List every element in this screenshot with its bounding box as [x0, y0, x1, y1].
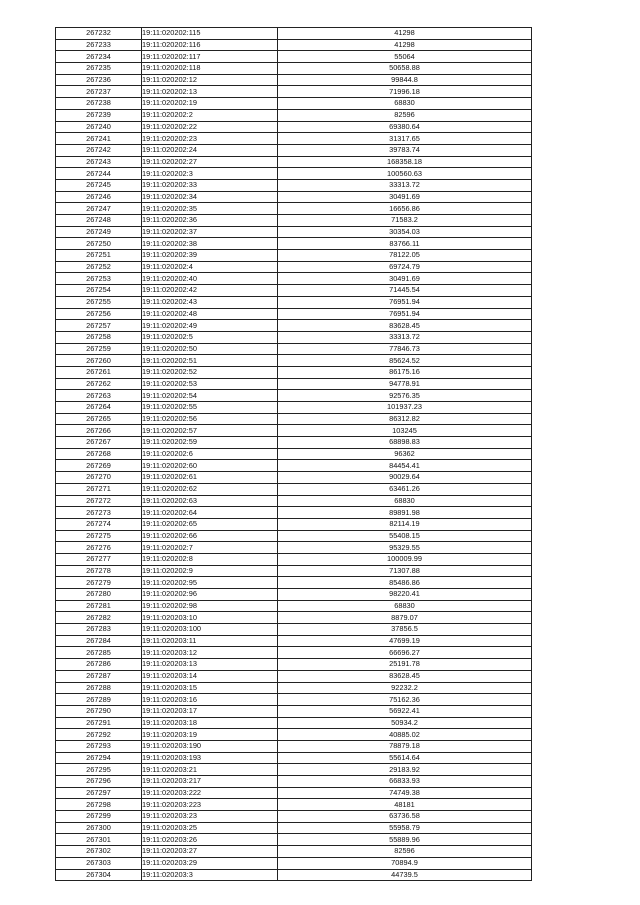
value-cell: 30491.69 [278, 273, 532, 285]
value-cell: 50658.88 [278, 63, 532, 75]
cadastral-code-cell: 19:11:020202:23 [142, 133, 278, 145]
cadastral-code-cell: 19:11:020202:53 [142, 378, 278, 390]
cadastral-code-cell: 19:11:020202:27 [142, 156, 278, 168]
row-id-cell: 267276 [56, 542, 142, 554]
cadastral-code-cell: 19:11:020202:55 [142, 402, 278, 414]
cadastral-code-cell: 19:11:020202:118 [142, 63, 278, 75]
table-row [56, 39, 532, 51]
cadastral-code-cell: 19:11:020203:3 [142, 869, 278, 881]
value-cell: 82114.19 [278, 518, 532, 530]
table-row [56, 448, 532, 460]
cadastral-code-cell: 19:11:020203:12 [142, 647, 278, 659]
value-cell: 69380.64 [278, 121, 532, 133]
row-id-cell: 267277 [56, 553, 142, 565]
table-row [56, 729, 532, 741]
value-cell: 68830 [278, 98, 532, 110]
row-id-cell: 267268 [56, 448, 142, 460]
value-cell: 94778.91 [278, 378, 532, 390]
table-row [56, 612, 532, 624]
table-row [56, 144, 532, 156]
row-id-cell: 267269 [56, 460, 142, 472]
cadastral-code-cell: 19:11:020203:11 [142, 635, 278, 647]
value-cell: 92232.2 [278, 682, 532, 694]
table-row [56, 869, 532, 881]
value-cell: 83766.11 [278, 238, 532, 250]
value-cell: 69724.79 [278, 261, 532, 273]
row-id-cell: 267263 [56, 390, 142, 402]
row-id-cell: 267264 [56, 402, 142, 414]
value-cell: 85486.86 [278, 577, 532, 589]
table-row [56, 250, 532, 262]
cadastral-code-cell: 19:11:020203:19 [142, 729, 278, 741]
row-id-cell: 267235 [56, 63, 142, 75]
row-id-cell: 267262 [56, 378, 142, 390]
row-id-cell: 267247 [56, 203, 142, 215]
value-cell: 76951.94 [278, 308, 532, 320]
value-cell: 100560.63 [278, 168, 532, 180]
row-id-cell: 267299 [56, 811, 142, 823]
cadastral-code-cell: 19:11:020202:59 [142, 437, 278, 449]
value-cell: 68898.83 [278, 437, 532, 449]
cadastral-code-cell: 19:11:020202:96 [142, 589, 278, 601]
cadastral-code-cell: 19:11:020203:14 [142, 670, 278, 682]
value-cell: 78879.18 [278, 740, 532, 752]
value-cell: 55408.15 [278, 530, 532, 542]
row-id-cell: 267271 [56, 483, 142, 495]
table-row [56, 238, 532, 250]
value-cell: 39783.74 [278, 144, 532, 156]
value-cell: 70894.9 [278, 857, 532, 869]
cadastral-code-cell: 19:11:020202:24 [142, 144, 278, 156]
table-row [56, 261, 532, 273]
row-id-cell: 267291 [56, 717, 142, 729]
cadastral-code-cell: 19:11:020202:95 [142, 577, 278, 589]
cadastral-code-cell: 19:11:020202:13 [142, 86, 278, 98]
row-id-cell: 267255 [56, 296, 142, 308]
table-row [56, 109, 532, 121]
table-row [56, 589, 532, 601]
cadastral-code-cell: 19:11:020202:52 [142, 366, 278, 378]
row-id-cell: 267249 [56, 226, 142, 238]
cadastral-code-cell: 19:11:020202:51 [142, 355, 278, 367]
value-cell: 71307.88 [278, 565, 532, 577]
value-cell: 71445.54 [278, 285, 532, 297]
row-id-cell: 267289 [56, 694, 142, 706]
row-id-cell: 267245 [56, 179, 142, 191]
value-cell: 74749.38 [278, 787, 532, 799]
cadastral-code-cell: 19:11:020203:21 [142, 764, 278, 776]
table-row [56, 600, 532, 612]
row-id-cell: 267237 [56, 86, 142, 98]
data-table [55, 27, 532, 881]
row-id-cell: 267233 [56, 39, 142, 51]
row-id-cell: 267234 [56, 51, 142, 63]
value-cell: 89891.98 [278, 507, 532, 519]
row-id-cell: 267252 [56, 261, 142, 273]
row-id-cell: 267290 [56, 705, 142, 717]
table-row [56, 51, 532, 63]
cadastral-code-cell: 19:11:020203:23 [142, 811, 278, 823]
table-row [56, 285, 532, 297]
table-row [56, 705, 532, 717]
cadastral-code-cell: 19:11:020202:5 [142, 331, 278, 343]
value-cell: 68830 [278, 495, 532, 507]
table-row [56, 308, 532, 320]
table-row [56, 74, 532, 86]
cadastral-code-cell: 19:11:020202:39 [142, 250, 278, 262]
table-row [56, 507, 532, 519]
table-row [56, 822, 532, 834]
table-row [56, 518, 532, 530]
cadastral-code-cell: 19:11:020203:26 [142, 834, 278, 846]
cadastral-code-cell: 19:11:020203:18 [142, 717, 278, 729]
cadastral-code-cell: 19:11:020202:57 [142, 425, 278, 437]
value-cell: 30491.69 [278, 191, 532, 203]
cadastral-code-cell: 19:11:020203:25 [142, 822, 278, 834]
cadastral-code-cell: 19:11:020202:3 [142, 168, 278, 180]
value-cell: 83628.45 [278, 670, 532, 682]
cadastral-code-cell: 19:11:020203:10 [142, 612, 278, 624]
cadastral-code-cell: 19:11:020202:49 [142, 320, 278, 332]
table-row [56, 366, 532, 378]
cadastral-code-cell: 19:11:020202:40 [142, 273, 278, 285]
table-row [56, 834, 532, 846]
table-row [56, 203, 532, 215]
value-cell: 29183.92 [278, 764, 532, 776]
row-id-cell: 267303 [56, 857, 142, 869]
cadastral-code-cell: 19:11:020202:50 [142, 343, 278, 355]
value-cell: 85624.52 [278, 355, 532, 367]
value-cell: 95329.55 [278, 542, 532, 554]
table-row [56, 378, 532, 390]
value-cell: 31317.65 [278, 133, 532, 145]
cadastral-code-cell: 19:11:020202:43 [142, 296, 278, 308]
table-row [56, 647, 532, 659]
cadastral-code-cell: 19:11:020203:193 [142, 752, 278, 764]
value-cell: 33313.72 [278, 331, 532, 343]
table-row [56, 390, 532, 402]
row-id-cell: 267270 [56, 472, 142, 484]
table-row [56, 168, 532, 180]
table-row [56, 553, 532, 565]
cadastral-code-cell: 19:11:020202:38 [142, 238, 278, 250]
cadastral-code-cell: 19:11:020202:65 [142, 518, 278, 530]
cadastral-code-cell: 19:11:020202:35 [142, 203, 278, 215]
cadastral-code-cell: 19:11:020203:223 [142, 799, 278, 811]
table-row [56, 577, 532, 589]
value-cell: 16656.86 [278, 203, 532, 215]
cadastral-code-cell: 19:11:020203:29 [142, 857, 278, 869]
row-id-cell: 267256 [56, 308, 142, 320]
table-row [56, 331, 532, 343]
row-id-cell: 267283 [56, 624, 142, 636]
table-row [56, 121, 532, 133]
table-row [56, 542, 532, 554]
value-cell: 83628.45 [278, 320, 532, 332]
row-id-cell: 267238 [56, 98, 142, 110]
cadastral-code-cell: 19:11:020202:61 [142, 472, 278, 484]
row-id-cell: 267295 [56, 764, 142, 776]
value-cell: 66833.93 [278, 776, 532, 788]
table-row [56, 133, 532, 145]
row-id-cell: 267284 [56, 635, 142, 647]
value-cell: 55889.96 [278, 834, 532, 846]
cadastral-code-cell: 19:11:020202:56 [142, 413, 278, 425]
row-id-cell: 267293 [56, 740, 142, 752]
value-cell: 82596 [278, 846, 532, 858]
cadastral-code-cell: 19:11:020202:6 [142, 448, 278, 460]
table-row [56, 425, 532, 437]
row-id-cell: 267241 [56, 133, 142, 145]
cadastral-code-cell: 19:11:020202:4 [142, 261, 278, 273]
table-row [56, 857, 532, 869]
row-id-cell: 267266 [56, 425, 142, 437]
row-id-cell: 267253 [56, 273, 142, 285]
cadastral-code-cell: 19:11:020202:54 [142, 390, 278, 402]
value-cell: 100009.99 [278, 553, 532, 565]
value-cell: 33313.72 [278, 179, 532, 191]
table-row [56, 355, 532, 367]
row-id-cell: 267278 [56, 565, 142, 577]
value-cell: 96362 [278, 448, 532, 460]
row-id-cell: 267259 [56, 343, 142, 355]
table-row [56, 659, 532, 671]
table-row [56, 682, 532, 694]
row-id-cell: 267243 [56, 156, 142, 168]
cadastral-code-cell: 19:11:020202:36 [142, 215, 278, 227]
cadastral-code-cell: 19:11:020202:7 [142, 542, 278, 554]
table-row [56, 215, 532, 227]
row-id-cell: 267261 [56, 366, 142, 378]
cadastral-code-cell: 19:11:020202:60 [142, 460, 278, 472]
table-row [56, 694, 532, 706]
row-id-cell: 267279 [56, 577, 142, 589]
table-row [56, 296, 532, 308]
row-id-cell: 267292 [56, 729, 142, 741]
cadastral-code-cell: 19:11:020203:17 [142, 705, 278, 717]
value-cell: 25191.78 [278, 659, 532, 671]
table-row [56, 799, 532, 811]
value-cell: 41298 [278, 39, 532, 51]
value-cell: 66696.27 [278, 647, 532, 659]
table-row [56, 740, 532, 752]
value-cell: 48181 [278, 799, 532, 811]
value-cell: 37856.5 [278, 624, 532, 636]
value-cell: 8879.07 [278, 612, 532, 624]
table-row [56, 179, 532, 191]
cadastral-code-cell: 19:11:020202:116 [142, 39, 278, 51]
table-row [56, 776, 532, 788]
row-id-cell: 267272 [56, 495, 142, 507]
row-id-cell: 267232 [56, 28, 142, 40]
value-cell: 30354.03 [278, 226, 532, 238]
row-id-cell: 267240 [56, 121, 142, 133]
row-id-cell: 267246 [56, 191, 142, 203]
table-row [56, 483, 532, 495]
cadastral-code-cell: 19:11:020202:64 [142, 507, 278, 519]
value-cell: 71583.2 [278, 215, 532, 227]
table-row [56, 624, 532, 636]
cadastral-code-cell: 19:11:020203:100 [142, 624, 278, 636]
cadastral-code-cell: 19:11:020202:2 [142, 109, 278, 121]
value-cell: 47699.19 [278, 635, 532, 647]
value-cell: 101937.23 [278, 402, 532, 414]
table-row [56, 98, 532, 110]
value-cell: 77846.73 [278, 343, 532, 355]
value-cell: 63461.26 [278, 483, 532, 495]
cadastral-code-cell: 19:11:020202:117 [142, 51, 278, 63]
row-id-cell: 267239 [56, 109, 142, 121]
row-id-cell: 267282 [56, 612, 142, 624]
value-cell: 44739.5 [278, 869, 532, 881]
row-id-cell: 267300 [56, 822, 142, 834]
row-id-cell: 267273 [56, 507, 142, 519]
cadastral-code-cell: 19:11:020203:13 [142, 659, 278, 671]
cadastral-code-cell: 19:11:020202:48 [142, 308, 278, 320]
cadastral-code-cell: 19:11:020203:16 [142, 694, 278, 706]
table-row [56, 495, 532, 507]
row-id-cell: 267294 [56, 752, 142, 764]
table-row [56, 191, 532, 203]
table-row [56, 226, 532, 238]
row-id-cell: 267260 [56, 355, 142, 367]
cadastral-code-cell: 19:11:020202:98 [142, 600, 278, 612]
row-id-cell: 267274 [56, 518, 142, 530]
table-row [56, 28, 532, 40]
value-cell: 76951.94 [278, 296, 532, 308]
row-id-cell: 267236 [56, 74, 142, 86]
table-row [56, 530, 532, 542]
table-row [56, 635, 532, 647]
value-cell: 103245 [278, 425, 532, 437]
cadastral-code-cell: 19:11:020203:190 [142, 740, 278, 752]
value-cell: 86312.82 [278, 413, 532, 425]
table-row [56, 343, 532, 355]
value-cell: 90029.64 [278, 472, 532, 484]
value-cell: 98220.41 [278, 589, 532, 601]
table-row [56, 764, 532, 776]
table-row [56, 320, 532, 332]
cadastral-code-cell: 19:11:020202:115 [142, 28, 278, 40]
row-id-cell: 267296 [56, 776, 142, 788]
value-cell: 71996.18 [278, 86, 532, 98]
row-id-cell: 267281 [56, 600, 142, 612]
row-id-cell: 267304 [56, 869, 142, 881]
row-id-cell: 267267 [56, 437, 142, 449]
row-id-cell: 267251 [56, 250, 142, 262]
row-id-cell: 267265 [56, 413, 142, 425]
value-cell: 168358.18 [278, 156, 532, 168]
table-row [56, 86, 532, 98]
table-row [56, 670, 532, 682]
cadastral-code-cell: 19:11:020202:37 [142, 226, 278, 238]
table-row [56, 717, 532, 729]
value-cell: 55958.79 [278, 822, 532, 834]
table-row [56, 413, 532, 425]
table-row [56, 437, 532, 449]
row-id-cell: 267285 [56, 647, 142, 659]
cadastral-code-cell: 19:11:020202:34 [142, 191, 278, 203]
table-row [56, 402, 532, 414]
value-cell: 56922.41 [278, 705, 532, 717]
row-id-cell: 267250 [56, 238, 142, 250]
value-cell: 41298 [278, 28, 532, 40]
row-id-cell: 267288 [56, 682, 142, 694]
cadastral-code-cell: 19:11:020203:27 [142, 846, 278, 858]
value-cell: 40885.02 [278, 729, 532, 741]
cadastral-code-cell: 19:11:020202:42 [142, 285, 278, 297]
row-id-cell: 267302 [56, 846, 142, 858]
row-id-cell: 267287 [56, 670, 142, 682]
value-cell: 68830 [278, 600, 532, 612]
cadastral-code-cell: 19:11:020203:217 [142, 776, 278, 788]
value-cell: 84454.41 [278, 460, 532, 472]
row-id-cell: 267286 [56, 659, 142, 671]
table-row [56, 787, 532, 799]
row-id-cell: 267301 [56, 834, 142, 846]
row-id-cell: 267248 [56, 215, 142, 227]
row-id-cell: 267244 [56, 168, 142, 180]
row-id-cell: 267257 [56, 320, 142, 332]
value-cell: 75162.36 [278, 694, 532, 706]
value-cell: 63736.58 [278, 811, 532, 823]
cadastral-code-cell: 19:11:020202:63 [142, 495, 278, 507]
value-cell: 78122.05 [278, 250, 532, 262]
cadastral-code-cell: 19:11:020202:19 [142, 98, 278, 110]
cadastral-code-cell: 19:11:020203:15 [142, 682, 278, 694]
value-cell: 82596 [278, 109, 532, 121]
cadastral-code-cell: 19:11:020202:66 [142, 530, 278, 542]
table-body [56, 28, 532, 881]
table-row [56, 460, 532, 472]
table-row [56, 273, 532, 285]
table-row [56, 156, 532, 168]
row-id-cell: 267280 [56, 589, 142, 601]
value-cell: 99844.8 [278, 74, 532, 86]
cadastral-code-cell: 19:11:020202:8 [142, 553, 278, 565]
cadastral-code-cell: 19:11:020202:22 [142, 121, 278, 133]
value-cell: 50934.2 [278, 717, 532, 729]
value-cell: 55064 [278, 51, 532, 63]
cadastral-code-cell: 19:11:020202:33 [142, 179, 278, 191]
value-cell: 86175.16 [278, 366, 532, 378]
value-cell: 55614.64 [278, 752, 532, 764]
cadastral-code-cell: 19:11:020202:62 [142, 483, 278, 495]
table-row [56, 811, 532, 823]
cadastral-code-cell: 19:11:020202:12 [142, 74, 278, 86]
table-row [56, 846, 532, 858]
cadastral-code-cell: 19:11:020202:9 [142, 565, 278, 577]
cadastral-code-cell: 19:11:020203:222 [142, 787, 278, 799]
table-row [56, 63, 532, 75]
row-id-cell: 267254 [56, 285, 142, 297]
table-row [56, 752, 532, 764]
table-row [56, 565, 532, 577]
row-id-cell: 267242 [56, 144, 142, 156]
row-id-cell: 267275 [56, 530, 142, 542]
value-cell: 92576.35 [278, 390, 532, 402]
row-id-cell: 267298 [56, 799, 142, 811]
table-row [56, 472, 532, 484]
row-id-cell: 267297 [56, 787, 142, 799]
row-id-cell: 267258 [56, 331, 142, 343]
